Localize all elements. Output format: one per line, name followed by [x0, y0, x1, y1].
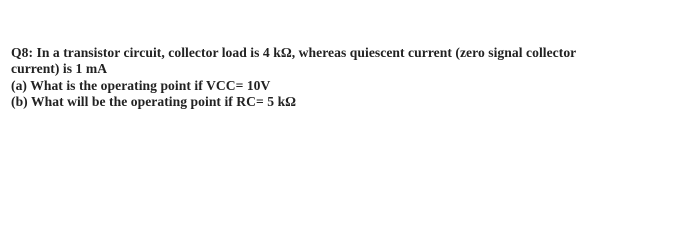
- question-line-1: Q8: In a transistor circuit, collector load is 4 kΩ, whereas quiescent current (zero signal collector: [11, 45, 577, 60]
- part-a-question: (a) What is the operating point if VCC= 10V: [11, 77, 271, 93]
- question-line-2: current) is 1 mA: [11, 61, 108, 77]
- part-b-question: (b) What will be the operating point if RC= 5 kΩ: [11, 94, 297, 110]
- question-text-block: [11, 45, 695, 111]
